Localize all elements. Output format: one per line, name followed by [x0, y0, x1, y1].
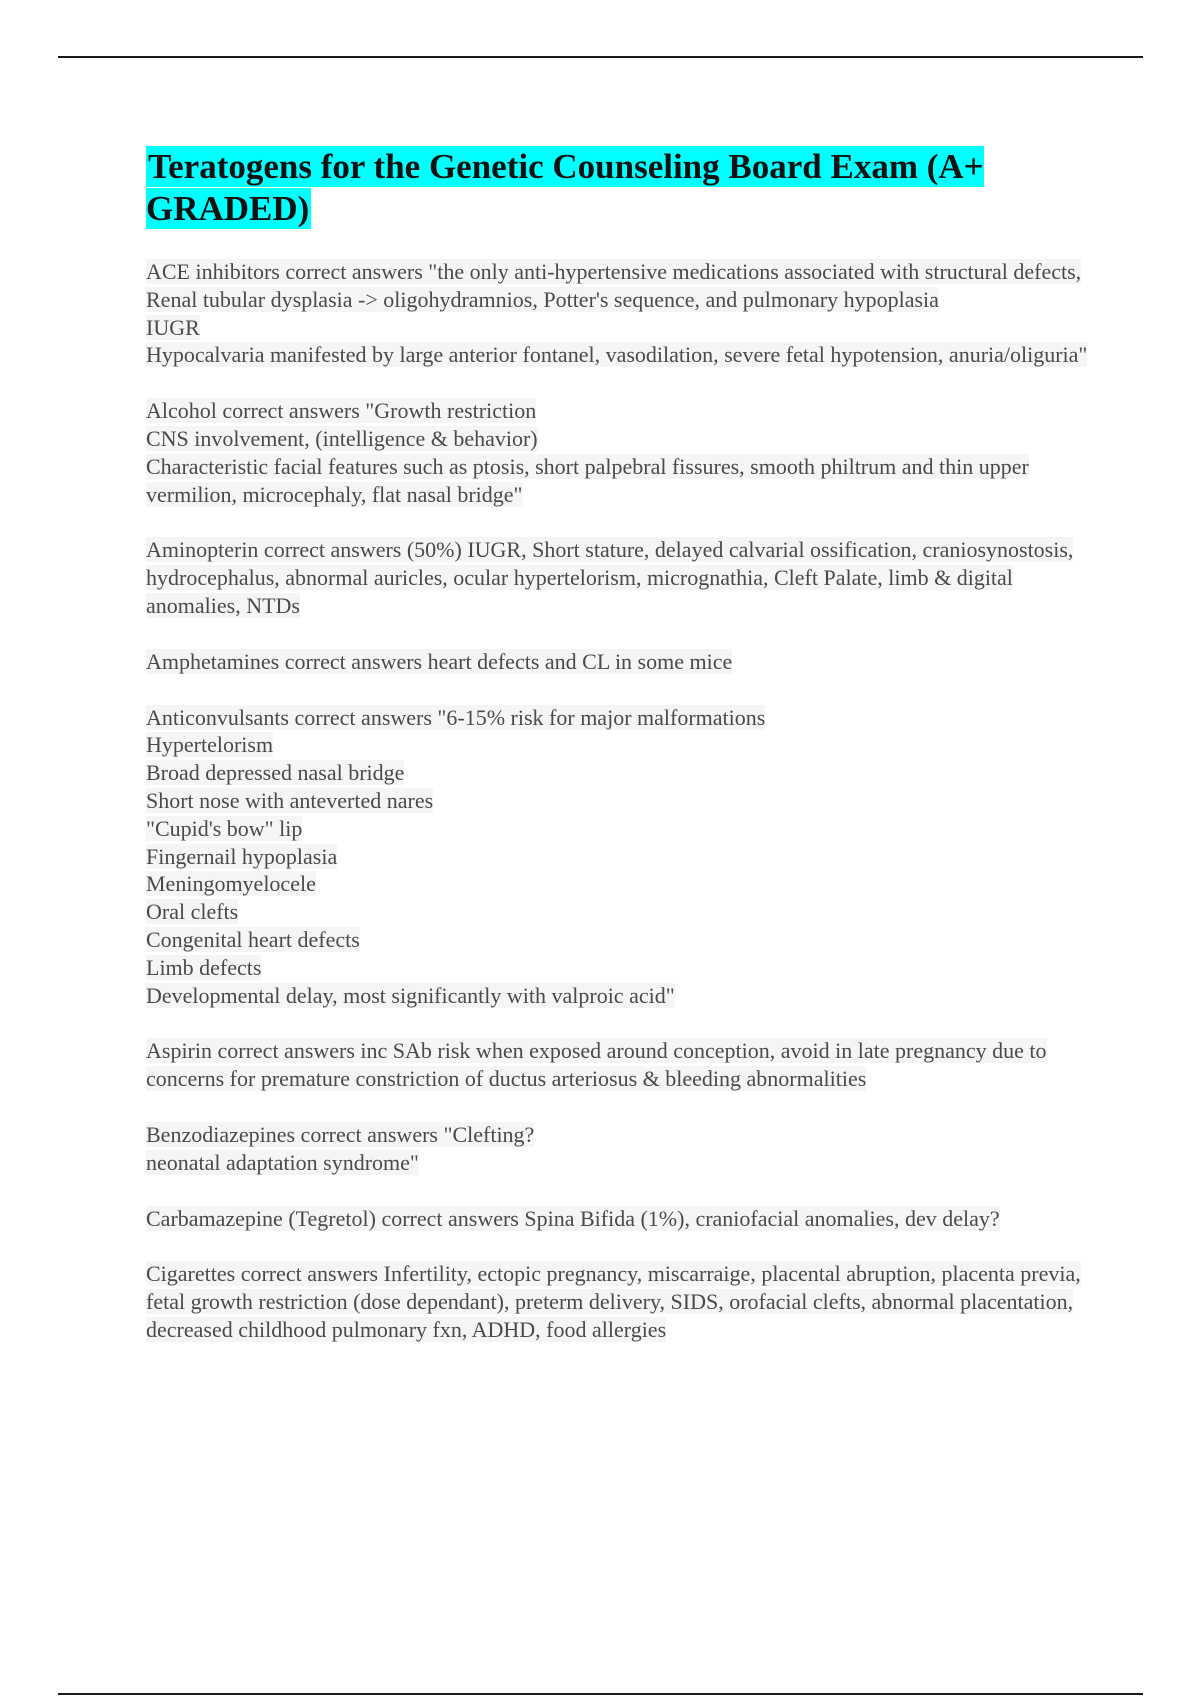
entry-text: Hypertelorism: [146, 732, 274, 758]
entry-line: [146, 731, 1096, 759]
entry-line: [146, 1037, 1096, 1093]
entry-text: IUGR: [146, 314, 200, 340]
entry-aspirin: [146, 1037, 1096, 1093]
entry-text: Limb defects: [146, 954, 262, 980]
entry-benzodiazepines: [146, 1121, 1096, 1177]
entry-line: [146, 954, 1096, 982]
entry-line: [146, 704, 1096, 732]
entry-line: [146, 397, 1096, 425]
entry-text: Oral clefts: [146, 899, 239, 925]
entry-line: [146, 314, 1096, 342]
entry-text: Short nose with anteverted nares: [146, 787, 434, 813]
entry-line: [146, 787, 1096, 815]
entry-text: Hypocalvaria manifested by large anterior fontanel, vasodilation, severe fetal hypotension, anuria/oliguria": [146, 342, 1088, 368]
entry-line: [146, 341, 1096, 369]
entry-text: Fingernail hypoplasia: [146, 843, 338, 869]
entry-cigarettes: [146, 1260, 1096, 1343]
entry-line: [146, 258, 1096, 314]
entry-line: [146, 926, 1096, 954]
entry-line: [146, 1205, 1096, 1233]
entry-line: [146, 870, 1096, 898]
entry-ace-inhibitors: [146, 258, 1096, 369]
entry-line: [146, 425, 1096, 453]
entry-line: [146, 453, 1096, 509]
entry-text: ACE inhibitors correct answers "the only anti-hypertensive medications associated with structural defects, Renal tubular dysplasia -> oligohydramnios, Potter's sequence, and pulmonary hypoplasia: [146, 259, 1082, 312]
entry-text: Cigarettes correct answers Infertility, ectopic pregnancy, miscarraige, placental abruption, placenta previa, fetal growth restriction (dose dependant), preterm delivery, SIDS, orofacial clefts, abnormal placentation, decreased childhood pulmonary fxn, ADHD, food allergies: [146, 1261, 1081, 1342]
entry-text: Broad depressed nasal bridge: [146, 760, 405, 786]
entry-anticonvulsants: [146, 704, 1096, 1010]
entry-amphetamines: [146, 648, 1096, 676]
entry-line: [146, 1149, 1096, 1177]
entry-carbamazepine: [146, 1205, 1096, 1233]
document-title: [146, 146, 1096, 230]
entry-text: Anticonvulsants correct answers "6-15% risk for major malformations: [146, 704, 766, 730]
entry-line: [146, 843, 1096, 871]
entry-text: Meningomyelocele: [146, 871, 316, 897]
entry-text: Characteristic facial features such as ptosis, short palpebral fissures, smooth philtrum and thin upper vermilion, microcephaly, flat nasal bridge": [146, 453, 1029, 507]
entry-text: Aminopterin correct answers (50%) IUGR, Short stature, delayed calvarial ossification, craniosynostosis, hydrocephalus, abnormal auricles, ocular hypertelorism, micrognathia, Cleft Palate, limb & digital anomalies, NTDs: [146, 537, 1074, 618]
entry-line: [146, 982, 1096, 1010]
entry-line: [146, 759, 1096, 787]
entry-text: Amphetamines correct answers heart defects and CL in some mice: [146, 648, 733, 674]
entry-line: [146, 1121, 1096, 1149]
top-rule: [58, 56, 1143, 58]
document-body: [146, 146, 1096, 1372]
entry-text: neonatal adaptation syndrome": [146, 1149, 419, 1175]
entry-line: [146, 815, 1096, 843]
bottom-rule: [58, 1693, 1143, 1695]
entry-text: Congenital heart defects: [146, 926, 360, 952]
entry-text: Benzodiazepines correct answers "Clefting?: [146, 1121, 535, 1147]
entry-alcohol: [146, 397, 1096, 508]
entry-text: Aspirin correct answers inc SAb risk when exposed around conception, avoid in late pregnancy due to concerns for premature constriction of ductus arteriosus & bleeding abnormalities: [146, 1038, 1047, 1092]
entry-text: CNS involvement, (intelligence & behavior): [146, 425, 538, 451]
entry-text: Carbamazepine (Tegretol) correct answers Spina Bifida (1%), craniofacial anomalies, dev delay?: [146, 1205, 1000, 1231]
entry-line: [146, 648, 1096, 676]
entry-aminopterin: [146, 536, 1096, 619]
entry-line: [146, 898, 1096, 926]
entry-text: "Cupid's bow" lip: [146, 815, 303, 841]
entry-text: Developmental delay, most significantly with valproic acid": [146, 982, 675, 1008]
entry-line: [146, 536, 1096, 619]
entry-line: [146, 1260, 1096, 1343]
document-title-text: Teratogens for the Genetic Counseling Board Exam (A+ GRADED): [146, 147, 984, 228]
entry-text: Alcohol correct answers "Growth restriction: [146, 398, 537, 424]
